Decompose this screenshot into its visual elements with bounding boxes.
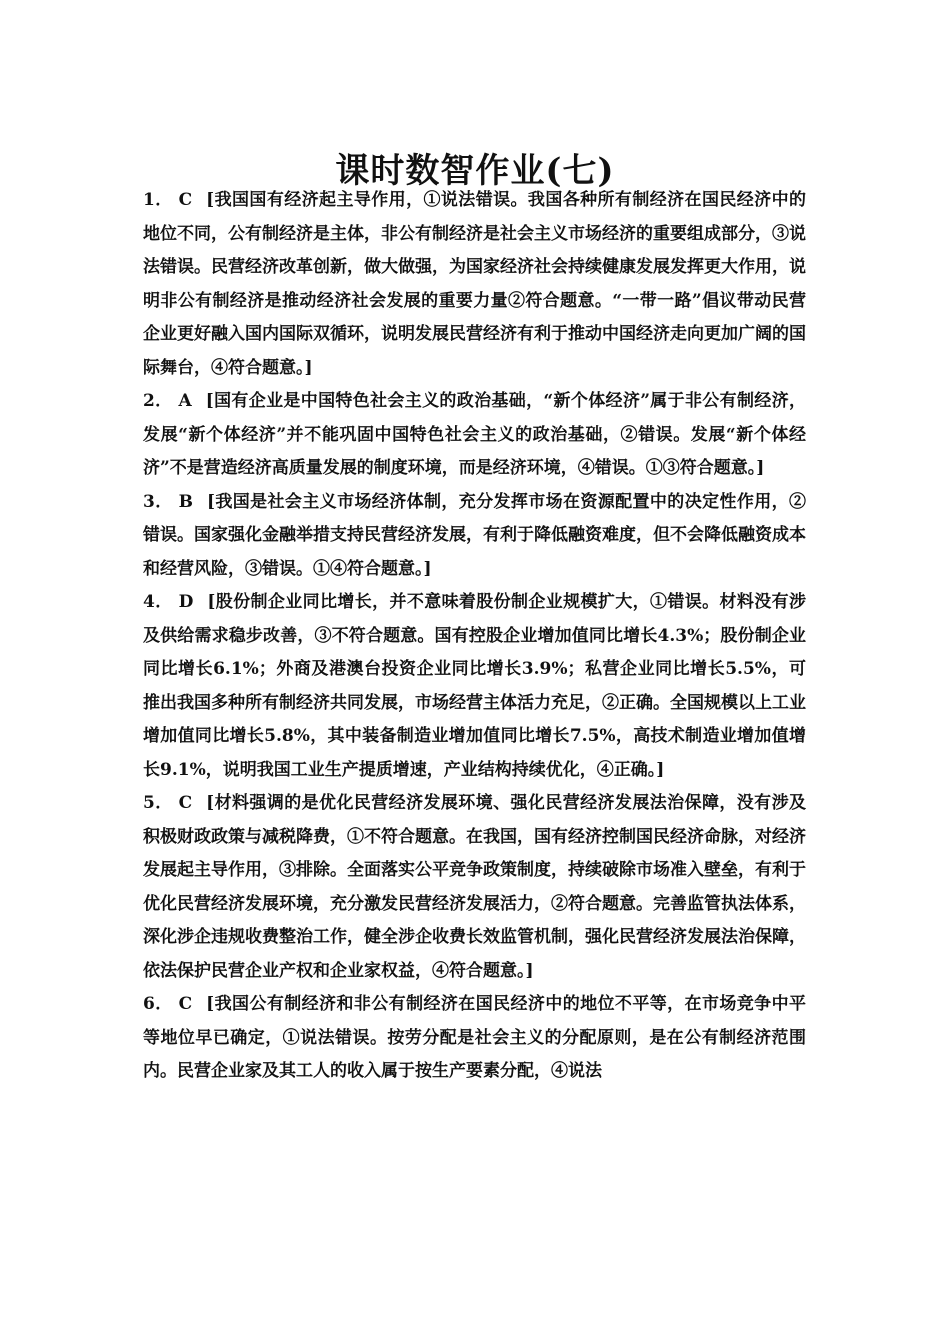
- answer-choice: C: [178, 190, 193, 210]
- answer-number: 4．: [143, 592, 173, 612]
- answer-item-6: [143, 988, 806, 1089]
- answer-list: [143, 184, 806, 1089]
- answer-explanation: [我国国有经济起主导作用，①说法错误。我国各种所有制经济在国民经济中的地位不同，公有制经济是主体，非公有制经济是社会主义市场经济的重要组成部分，③说法错误。民营经济改革创新，做大做强，为国家经济社会持续健康发展发挥更大作用，说明非公有制经济是推动经济社会发展的重要力量②符合题意。“一带一路”倡议带动民营企业更好融入国内国际双循环，说明发展民营经济有利于推动中国经济走向更加广阔的国际舞台，④符合题意。]: [143, 190, 806, 378]
- answer-explanation: [我国是社会主义市场经济体制，充分发挥市场在资源配置中的决定性作用，②错误。国家强化金融举措支持民营经济发展，有利于降低融资难度，但不会降低融资成本和经营风险，③错误。①④符合题意。]: [143, 491, 806, 579]
- answer-explanation: [材料强调的是优化民营经济发展环境、强化民营经济发展法治保障，没有涉及积极财政政策与减税降费，①不符合题意。在我国，国有经济控制国民经济命脉，对经济发展起主导作用，③排除。全面落实公平竞争政策制度，持续破除市场准入壁垒，有利于优化民营经济发展环境，充分激发民营经济发展活力，②符合题意。完善监管执法体系，深化涉企违规收费整治工作，健全涉企收费长效监管机制，强化民营经济发展法治保障，依法保护民营企业产权和企业家权益，④符合题意。]: [143, 793, 806, 981]
- answer-choice: D: [178, 592, 194, 612]
- answer-choice: C: [178, 793, 193, 813]
- answer-choice: A: [178, 391, 192, 411]
- answer-number: 1．: [143, 190, 173, 210]
- answer-item-2: [143, 385, 806, 486]
- answer-choice: B: [178, 491, 193, 512]
- answer-item-4: [143, 586, 806, 787]
- answer-explanation: [国有企业是中国特色社会主义的政治基础，“新个体经济”属于非公有制经济，发展“新个体经济”并不能巩固中国特色社会主义的政治基础，②错误。发展“新个体经济”不是营造经济高质量发展的制度环境，而是经济环境，④错误。①③符合题意。]: [143, 391, 806, 478]
- answer-choice: C: [178, 994, 193, 1014]
- page-title: 课时数智作业(七): [335, 150, 615, 191]
- answer-explanation: [我国公有制经济和非公有制经济在国民经济中的地位不平等，在市场竞争中平等地位早已确定，①说法错误。按劳分配是社会主义的分配原则，是在公有制经济范围内。民营企业家及其工人的收入属于按生产要素分配，④说法: [143, 994, 806, 1081]
- answer-item-5: [143, 787, 806, 988]
- answer-item-3: [143, 486, 806, 587]
- answer-explanation: [股份制企业同比增长，并不意味着股份制企业规模扩大，①错误。材料没有涉及供给需求稳步改善，③不符合题意。国有控股企业增加值同比增长4.3%；股份制企业同比增长6.1%；外商及港澳台投资企业同比增长3.9%；私营企业同比增长5.5%，可推出我国多种所有制经济共同发展，市场经营主体活力充足，②正确。全国规模以上工业增加值同比增长5.8%，其中装备制造业增加值同比增长7.5%，高技术制造业增加值增长9.1%，说明我国工业生产提质增速，产业结构持续优化，④正确。]: [143, 592, 806, 780]
- answer-item-1: [143, 184, 806, 385]
- answer-number: 6．: [143, 994, 173, 1014]
- answer-number: 2．: [143, 391, 173, 411]
- answer-number: 3．: [143, 491, 173, 512]
- answer-number: 5．: [143, 793, 173, 813]
